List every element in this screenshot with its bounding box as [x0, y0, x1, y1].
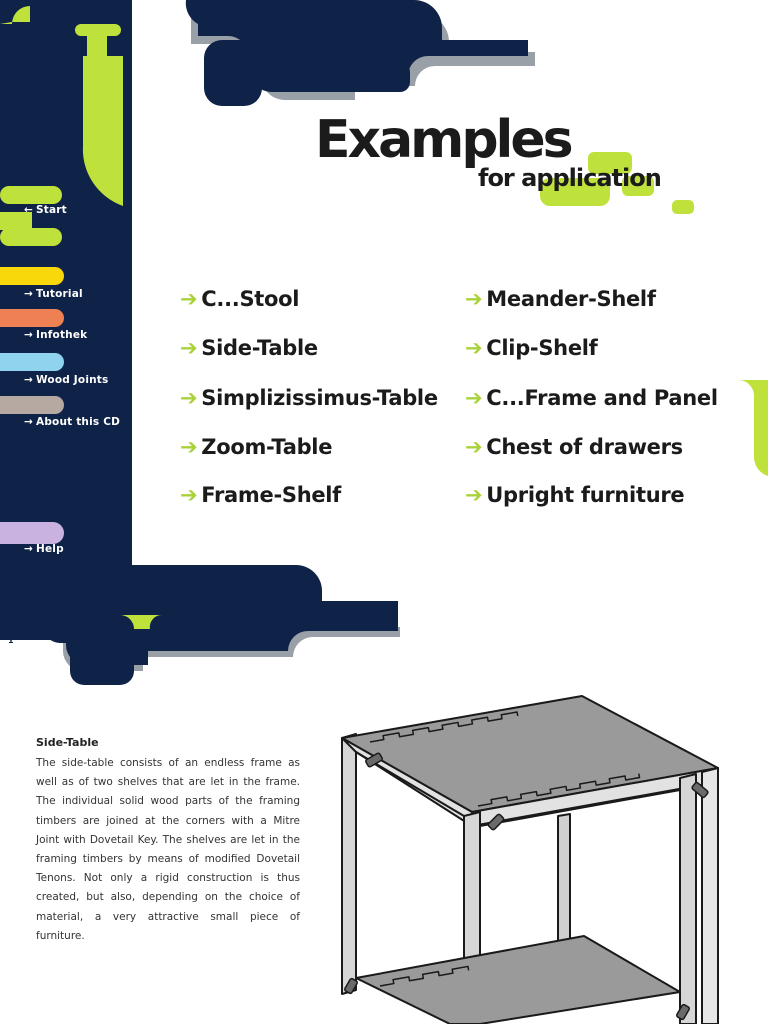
description-text: The side-table consists of an endless frame as well as of two shelves that are let in the frame. The individual solid wood parts of the framing timbers are joined at the corners with a Mitre Joint with Dovetail Key. The shelves are let in the framing timbers by means of modified Dovetail Tenons. Not only a rigid construction is thus created, but also, depending on the choice of material, a very attractive small piece of furniture.	[36, 757, 300, 942]
arrow-right-icon: ➔	[465, 435, 483, 459]
example-label: Chest of drawers	[486, 435, 683, 459]
nav-tutorial[interactable]	[24, 288, 83, 300]
arrow-right-icon: →	[24, 329, 33, 341]
nav-start-label: Start	[36, 204, 67, 216]
side-table-illustration	[330, 690, 730, 1024]
example-link-meander-shelf[interactable]	[465, 289, 656, 310]
arrow-right-icon: ➔	[465, 483, 483, 507]
example-label: Meander-Shelf	[486, 287, 656, 311]
arrow-left-icon: ←	[24, 204, 33, 216]
nav-infothek[interactable]	[24, 329, 87, 341]
arrow-right-icon: ➔	[180, 386, 198, 410]
arrow-right-icon: →	[24, 543, 33, 555]
arrow-right-icon: ➔	[465, 287, 483, 311]
nav-tutorial-label: Tutorial	[36, 288, 83, 300]
example-label: Side-Table	[201, 336, 318, 360]
arrow-right-icon: ➔	[465, 386, 483, 410]
example-label: Upright furniture	[486, 483, 685, 507]
example-link-chest-of-drawers[interactable]	[465, 437, 683, 458]
bottom-decoration	[0, 565, 400, 685]
example-link-c-frame-and-panel[interactable]	[465, 388, 718, 409]
example-label: C...Stool	[201, 287, 300, 311]
arrow-right-icon: ➔	[180, 483, 198, 507]
arrow-right-icon: →	[24, 288, 33, 300]
example-label: Frame-Shelf	[201, 483, 342, 507]
right-decoration	[740, 380, 768, 476]
help-color-tab	[0, 522, 64, 544]
nav-infothek-label: Infothek	[36, 329, 88, 341]
nav-start[interactable]	[24, 204, 67, 216]
example-link-frame-shelf[interactable]	[180, 485, 341, 506]
wood-joints-color-tab	[0, 353, 64, 371]
arrow-right-icon: ➔	[180, 435, 198, 459]
example-link-side-table[interactable]	[180, 338, 318, 359]
arrow-right-icon: →	[24, 416, 33, 428]
nav-help[interactable]	[24, 543, 64, 555]
arrow-right-icon: ➔	[465, 336, 483, 360]
example-link-upright-furniture[interactable]	[465, 485, 684, 506]
nav-about-label: About this CD	[36, 416, 121, 428]
tutorial-color-tab	[0, 267, 64, 285]
page-number: 1	[8, 636, 14, 645]
example-label: Simplizissimus-Table	[201, 386, 438, 410]
example-link-clip-shelf[interactable]	[465, 338, 598, 359]
example-link-simplizissimus-table[interactable]	[180, 388, 438, 409]
example-link-c-stool[interactable]	[180, 289, 299, 310]
example-label: Clip-Shelf	[486, 336, 598, 360]
about-color-tab	[0, 396, 64, 414]
nav-wood-joints[interactable]	[24, 374, 108, 386]
example-label: C...Frame and Panel	[486, 386, 718, 410]
sidebar	[0, 0, 132, 640]
page-subtitle: for application	[478, 164, 661, 192]
infothek-color-tab	[0, 309, 64, 327]
example-link-zoom-table[interactable]	[180, 437, 332, 458]
description-heading: Side-Table	[36, 736, 99, 749]
page-title: Examples	[315, 110, 571, 170]
arrow-right-icon: →	[24, 374, 33, 386]
example-label: Zoom-Table	[201, 435, 333, 459]
arrow-right-icon: ➔	[180, 287, 198, 311]
nav-help-label: Help	[36, 543, 64, 555]
nav-about[interactable]	[24, 416, 120, 428]
arrow-right-icon: ➔	[180, 336, 198, 360]
nav-wood-joints-label: Wood Joints	[36, 374, 109, 386]
